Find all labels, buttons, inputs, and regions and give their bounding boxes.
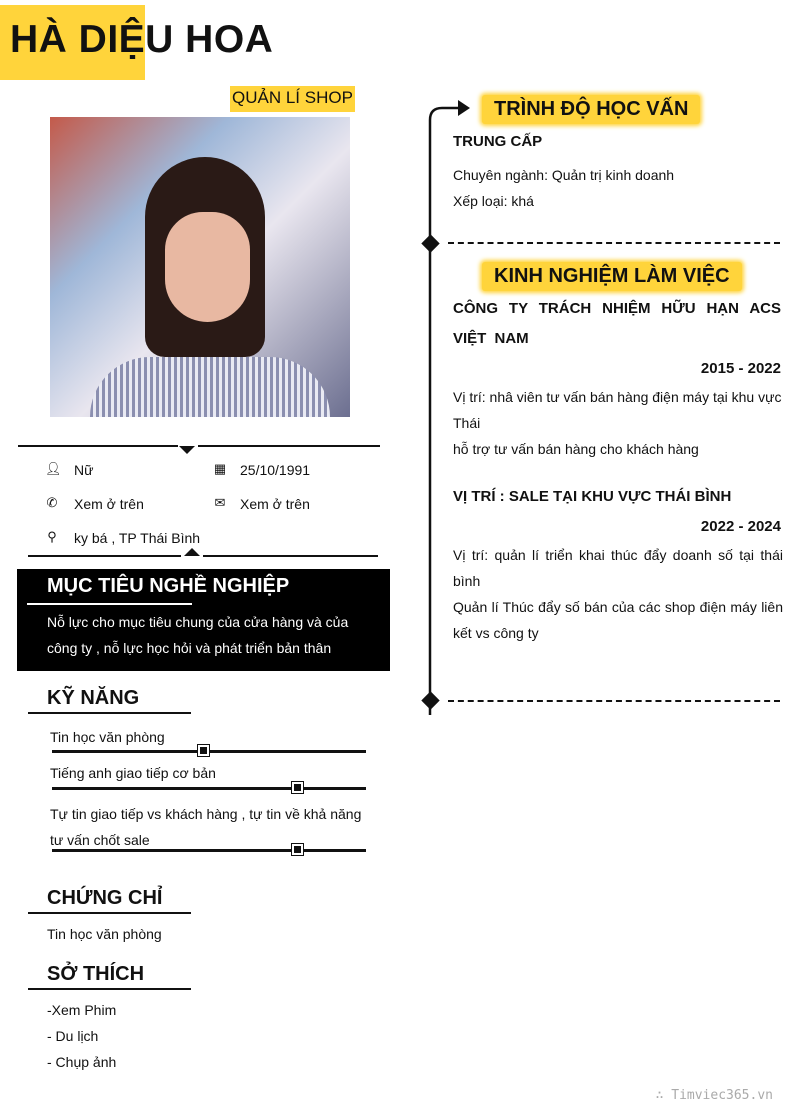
arrow-icon xyxy=(458,100,470,116)
education-level: TRUNG CẤP xyxy=(453,133,543,150)
job-line: Vị trí: quản lí triển khai thúc đẩy doanh số tại thái bình xyxy=(453,547,783,589)
job-line: Quản lí Thúc đẩy số bán của các shop điện máy liên kết vs công ty xyxy=(453,599,783,641)
phone: Xem ở trên xyxy=(74,496,144,512)
job-company: VỊ TRÍ : SALE TẠI KHU VỰC THÁI BÌNH xyxy=(453,488,732,505)
skill-level-knob xyxy=(292,844,303,855)
location-icon: ⚲ xyxy=(47,529,57,544)
divider xyxy=(198,445,380,447)
calendar-icon: ▦ xyxy=(213,461,227,476)
skill-level-knob xyxy=(198,745,209,756)
hobbies-title: SỞ THÍCH xyxy=(47,963,145,985)
birthday: 25/10/1991 xyxy=(240,462,311,478)
job-period: 2022 - 2024 xyxy=(700,518,781,535)
skill-label: Tin học văn phòng xyxy=(50,729,165,745)
skill-label: Tiếng anh giao tiếp cơ bản xyxy=(50,765,216,781)
hobby-item: - Chụp ảnh xyxy=(47,1054,117,1070)
email: Xem ở trên xyxy=(240,496,310,512)
divider-arrow-icon xyxy=(179,446,195,454)
job-company: CÔNG TY TRÁCH NHIỆM HỮU HẠN ACS VIỆT NAM xyxy=(453,300,781,347)
email-icon: ✉ xyxy=(214,495,226,510)
section-title: MỤC TIÊU NGHỀ NGHIỆP xyxy=(47,575,290,597)
job-line: hỗ trợ tư vấn bán hàng cho khách hàng xyxy=(453,441,699,457)
candidate-role: QUẢN LÍ SHOP xyxy=(230,86,355,112)
skill-bar xyxy=(52,787,366,790)
divider-arrow-icon xyxy=(184,548,200,556)
watermark: ∴ Timviec365.vn xyxy=(655,1088,773,1103)
divider xyxy=(28,555,181,557)
skills-title: KỸ NĂNG xyxy=(47,687,140,709)
education-title: TRÌNH ĐỘ HỌC VẤN xyxy=(482,95,700,124)
address: ky bá , TP Thái Bình xyxy=(74,530,201,546)
skill-bar xyxy=(52,849,366,852)
skill-level-knob xyxy=(292,782,303,793)
certificate-item: Tin học văn phòng xyxy=(47,926,162,942)
skill-label: Tự tin giao tiếp vs khách hàng , tự tin về khả năng tư vấn chốt sale xyxy=(50,806,362,848)
phone-icon: ✆ xyxy=(46,495,58,510)
hobby-item: -Xem Phim xyxy=(47,1002,117,1018)
hobby-item: - Du lịch xyxy=(47,1028,99,1044)
divider xyxy=(18,445,178,447)
job-period: 2015 - 2022 xyxy=(700,360,781,377)
user-icon: 👤︎ xyxy=(45,461,62,476)
candidate-name: HÀ DIỆU HOA xyxy=(10,18,274,61)
certificates-title: CHỨNG CHỈ xyxy=(47,887,163,909)
dashed-divider xyxy=(448,242,780,244)
goal-text: Nỗ lực cho mục tiêu chung của cửa hàng và của công ty , nỗ lực học hỏi và phát triển bản thân xyxy=(47,614,349,656)
experience-title: KINH NGHIỆM LÀM VIỆC xyxy=(482,262,742,291)
education-grade: Xếp loại: khá xyxy=(453,193,534,209)
divider xyxy=(203,555,378,557)
education-major: Chuyên ngành: Quản trị kinh doanh xyxy=(453,167,675,183)
profile-photo xyxy=(50,117,350,417)
gender: Nữ xyxy=(74,462,94,478)
job-line: Vị trí: nhâ viên tư vấn bán hàng điện máy tại khu vực Thái xyxy=(453,389,782,431)
career-goal-section xyxy=(17,569,390,671)
dashed-divider xyxy=(448,700,780,702)
skill-bar xyxy=(52,750,366,753)
